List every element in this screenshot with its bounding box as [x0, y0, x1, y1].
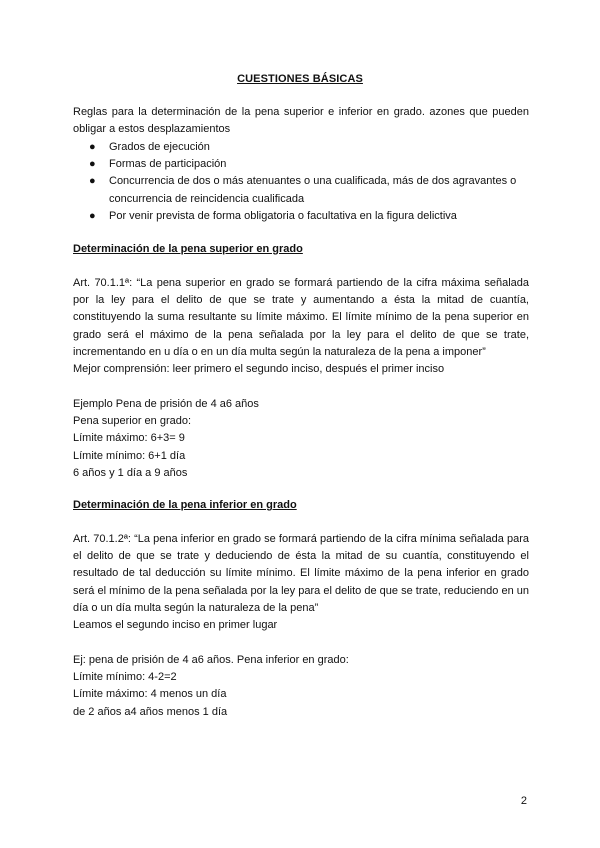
- intro-paragraph: Reglas para la determinación de la pena superior e inferior en grado. azones que pueden obligar a estos desplazamientos: [73, 106, 529, 136]
- reasons-list-container: [73, 139, 529, 225]
- superior-example: [73, 396, 529, 482]
- example-line: Límite máximo: 6+3= 9: [73, 432, 185, 445]
- page-title: CUESTIONES BÁSICAS: [237, 73, 363, 85]
- example-line: Límite mínimo: 6+1 día: [73, 449, 186, 462]
- superior-article: Art. 70.1.1ª: “La pena superior en grado se formará partiendo de la cifra máxima señalada por la ley para el delito de que se trate y aumentando a ésta la mitad de cuantía, constituyendo la suma resultante su límite máximo. El límite mínimo de la pena superior en grado será el máximo de la pena señalada por la ley para el delito de que se trate, incrementando en u día o en un día multa según la naturaleza de la pena a imponer”: [73, 277, 529, 358]
- example-line: de 2 años a4 años menos 1 día: [73, 705, 228, 718]
- example-line: 6 años y 1 día a 9 años: [73, 466, 188, 479]
- reasons-list: [73, 139, 529, 225]
- list-item: ● Por venir prevista de forma obligatoria o facultativa en la figura delictiva: [73, 208, 529, 225]
- list-item: ● Formas de participación: [73, 156, 529, 173]
- example-line: Límite máximo: 4 menos un día: [73, 688, 227, 701]
- bullet-icon: ●: [89, 141, 96, 153]
- bullet-icon: ●: [89, 175, 96, 188]
- list-item: ● Concurrencia de dos o más atenuantes o una cualificada, más de dos agravantes o concurrencia de reincidencia cualificada: [89, 175, 517, 205]
- inferior-note: Leamos el segundo inciso en primer lugar: [73, 619, 278, 631]
- superior-note: Mejor comprensión: leer primero el segundo inciso, después el primer inciso: [73, 363, 445, 375]
- example-line: Ejemplo Pena de prisión de 4 a6 años: [73, 398, 259, 410]
- example-line: Ej: pena de prisión de 4 a6 años. Pena inferior en grado:: [73, 654, 349, 666]
- example-line: Pena superior en grado:: [73, 415, 192, 428]
- bullet-icon: ●: [89, 158, 96, 171]
- page-number: 2: [520, 795, 527, 807]
- list-item: ● Grados de ejecución: [73, 139, 529, 156]
- inferior-article: Art. 70.1.2ª: “La pena inferior en grado se formará partiendo de la cifra mínima señalada para el delito de que se trate y deduciendo de ésta la mitad de su cuantía, constituyendo el resultado de tal deducción su límite mínimo. El límite máximo de la pena inferior en grado será el mínimo de la pena señalada por la ley para el delito de que se trate, reduciendo en un día o un día multa según la naturaleza de la pena”: [73, 533, 529, 614]
- inferior-example: [73, 652, 529, 721]
- inferior-heading: Determinación de la pena inferior en grado: [73, 499, 297, 511]
- superior-heading: Determinación de la pena superior en grado: [73, 243, 303, 255]
- example-line: Límite mínimo: 4-2=2: [73, 671, 177, 684]
- bullet-icon: ●: [89, 209, 96, 222]
